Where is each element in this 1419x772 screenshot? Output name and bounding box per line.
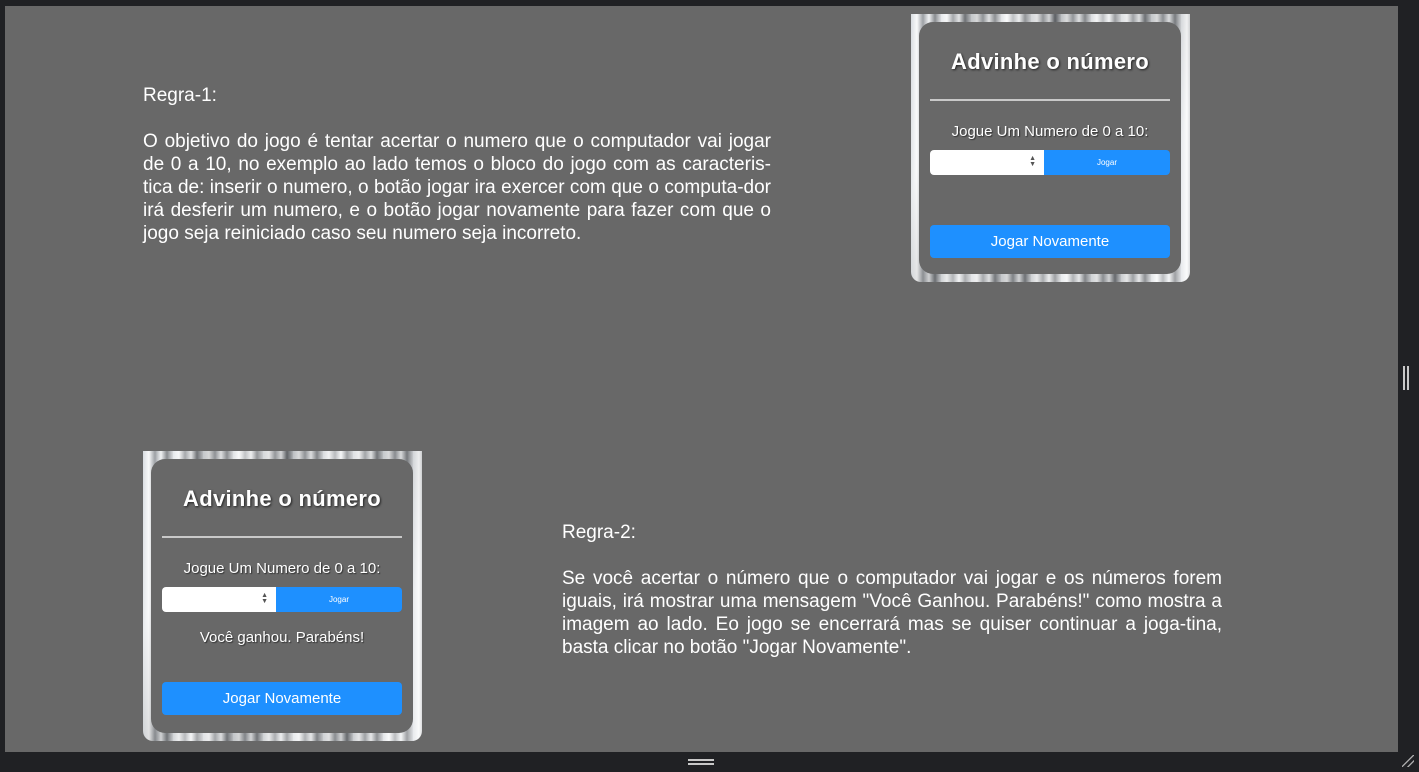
rule-2-section — [562, 521, 1222, 659]
rule-2-body: Se você acertar o número que o computador vai jogar e os números forem iguais, irá mostrar uma mensagem "Você Ganhou. Parabéns!" como mostra a imagem ao lado. Eo jogo se encerrará mas se quiser continuar a joga-tina, basta clicar no botão "Jogar Novamente". — [562, 568, 1222, 658]
resize-corner-icon[interactable] — [1402, 755, 1414, 767]
game-2-input-row — [162, 587, 402, 612]
spinner-arrows-icon[interactable]: ▲ ▼ — [261, 592, 268, 605]
game-1-restart-button[interactable]: Jogar Novamente — [930, 225, 1170, 258]
game-2-restart-button[interactable]: Jogar Novamente — [162, 682, 402, 715]
vertical-resize-handle[interactable] — [1403, 366, 1409, 390]
game-2-divider — [162, 536, 402, 538]
rule-2-title: Regra-2: — [562, 522, 636, 543]
game-2-play-button[interactable]: Jogar — [276, 587, 402, 612]
game-card-2 — [151, 459, 413, 733]
game-card-1 — [919, 22, 1181, 274]
game-1-message — [930, 192, 1170, 210]
page-viewport — [5, 6, 1398, 752]
game-2-win-message: Você ganhou. Parabéns! — [199, 629, 365, 646]
game-1-prompt: Jogue Um Numero de 0 a 10: — [951, 123, 1149, 140]
rule-1-body: O objetivo do jogo é tentar acertar o numero que o computador vai jogar de 0 a 10, no exemplo ao lado temos o bloco do jogo com as caracteris-tica de: inserir o numero, o botão jogar ira exercer com que o computa-dor irá desferir um numero, e o botão jogar novamente para fazer com que o jogo seja reiniciado caso seu numero seja incorreto. — [143, 131, 771, 244]
rule-1-section — [143, 84, 771, 245]
game-1-number-input[interactable] — [930, 150, 1044, 175]
rule-1-title: Regra-1: — [143, 85, 217, 106]
spinner-arrows-icon[interactable]: ▲ ▼ — [1029, 155, 1036, 168]
game-2-number-input[interactable] — [162, 587, 276, 612]
game-1-input-row — [930, 150, 1170, 175]
game-screenshot-2 — [143, 451, 422, 741]
game-screenshot-1 — [911, 14, 1190, 282]
horizontal-resize-handle[interactable] — [688, 759, 714, 765]
game-2-title: Advinhe o número — [183, 486, 381, 511]
game-1-play-button[interactable]: Jogar — [1044, 150, 1170, 175]
game-2-prompt: Jogue Um Numero de 0 a 10: — [183, 560, 381, 577]
game-1-divider — [930, 99, 1170, 101]
game-1-title: Advinhe o número — [951, 49, 1149, 74]
